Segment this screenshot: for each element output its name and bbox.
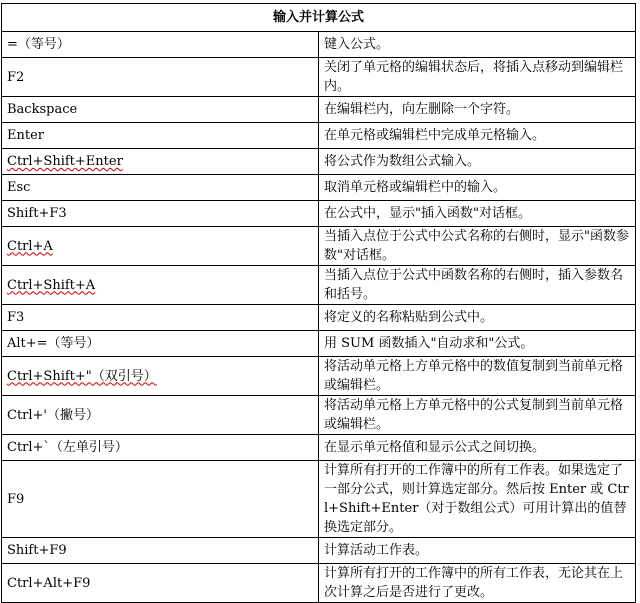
shortcut-description: 在显示单元格值和显示公式之间切换。: [319, 435, 636, 461]
table-row: [2, 435, 636, 461]
shortcut-description: 在单元格或编辑栏中完成单元格输入。: [319, 123, 636, 149]
shortcut-key: =（等号）: [2, 32, 319, 58]
table-title-row: [2, 4, 636, 32]
shortcut-key: F9: [2, 461, 319, 538]
shortcut-key: Alt+=（等号）: [2, 331, 319, 357]
shortcut-description: 计算所有打开的工作簿中的所有工作表。如果选定了一部分公式，则计算选定部分。然后按 Enter 或 Ctrl+Shift+Enter（对于数组公式）可用计算出的值替换选定部分。: [319, 461, 636, 538]
shortcut-description: 计算所有打开的工作簿中的所有工作表，无论其在上次计算之后是否进行了更改。: [319, 564, 636, 603]
table-row: [2, 149, 636, 175]
shortcut-description: 取消单元格或编辑栏中的输入。: [319, 175, 636, 201]
shortcut-description: 将活动单元格上方单元格中的公式复制到当前单元格或编辑栏。: [319, 396, 636, 435]
shortcut-key-text: Ctrl+Shift+A: [7, 277, 96, 293]
shortcut-key: Shift+F9: [2, 538, 319, 564]
shortcut-key: Backspace: [2, 97, 319, 123]
table-row: [2, 123, 636, 149]
shortcut-key: F3: [2, 305, 319, 331]
table-row: [2, 58, 636, 97]
table-row: [2, 357, 636, 396]
shortcut-description: 将公式作为数组公式输入。: [319, 149, 636, 175]
table-row: [2, 266, 636, 305]
shortcut-key: Shift+F3: [2, 201, 319, 227]
shortcut-description: 计算活动工作表。: [319, 538, 636, 564]
shortcut-key: Enter: [2, 123, 319, 149]
shortcut-description: 当插入点位于公式中函数名称的右侧时，插入参数名和括号。: [319, 266, 636, 305]
table-row: [2, 32, 636, 58]
table-row: [2, 201, 636, 227]
table-row: [2, 331, 636, 357]
shortcut-description: 在编辑栏内，向左删除一个字符。: [319, 97, 636, 123]
shortcut-key: Ctrl+'（撇号）: [2, 396, 319, 435]
table-row: [2, 305, 636, 331]
shortcut-key-text: Ctrl+Shift+"（双引号）: [7, 368, 157, 384]
shortcut-key: Ctrl+`（左单引号）: [2, 435, 319, 461]
shortcut-key: Esc: [2, 175, 319, 201]
shortcut-key: [2, 149, 319, 175]
shortcut-description: 键入公式。: [319, 32, 636, 58]
table-row: [2, 175, 636, 201]
shortcut-description: 将定义的名称粘贴到公式中。: [319, 305, 636, 331]
shortcut-description: 将活动单元格上方单元格中的数值复制到当前单元格或编辑栏。: [319, 357, 636, 396]
shortcut-key: F2: [2, 58, 319, 97]
table-row: [2, 97, 636, 123]
shortcut-key: [2, 266, 319, 305]
table-row: [2, 396, 636, 435]
table-row: [2, 461, 636, 538]
table-row: [2, 538, 636, 564]
table-row: [2, 564, 636, 603]
shortcut-key: [2, 227, 319, 266]
shortcut-table: [1, 3, 636, 603]
shortcut-key: [2, 357, 319, 396]
shortcut-key-text: Ctrl+A: [7, 238, 53, 254]
shortcut-key: Ctrl+Alt+F9: [2, 564, 319, 603]
shortcut-description: 关闭了单元格的编辑状态后，将插入点移动到编辑栏内。: [319, 58, 636, 97]
table-title: 输入并计算公式: [2, 4, 636, 32]
shortcut-description: 用 SUM 函数插入"自动求和"公式。: [319, 331, 636, 357]
shortcut-description: 在公式中，显示"插入函数"对话框。: [319, 201, 636, 227]
table-row: [2, 227, 636, 266]
shortcut-key-text: Ctrl+Shift+Enter: [7, 154, 123, 169]
shortcut-description: 当插入点位于公式中公式名称的右侧时，显示"函数参数"对话框。: [319, 227, 636, 266]
